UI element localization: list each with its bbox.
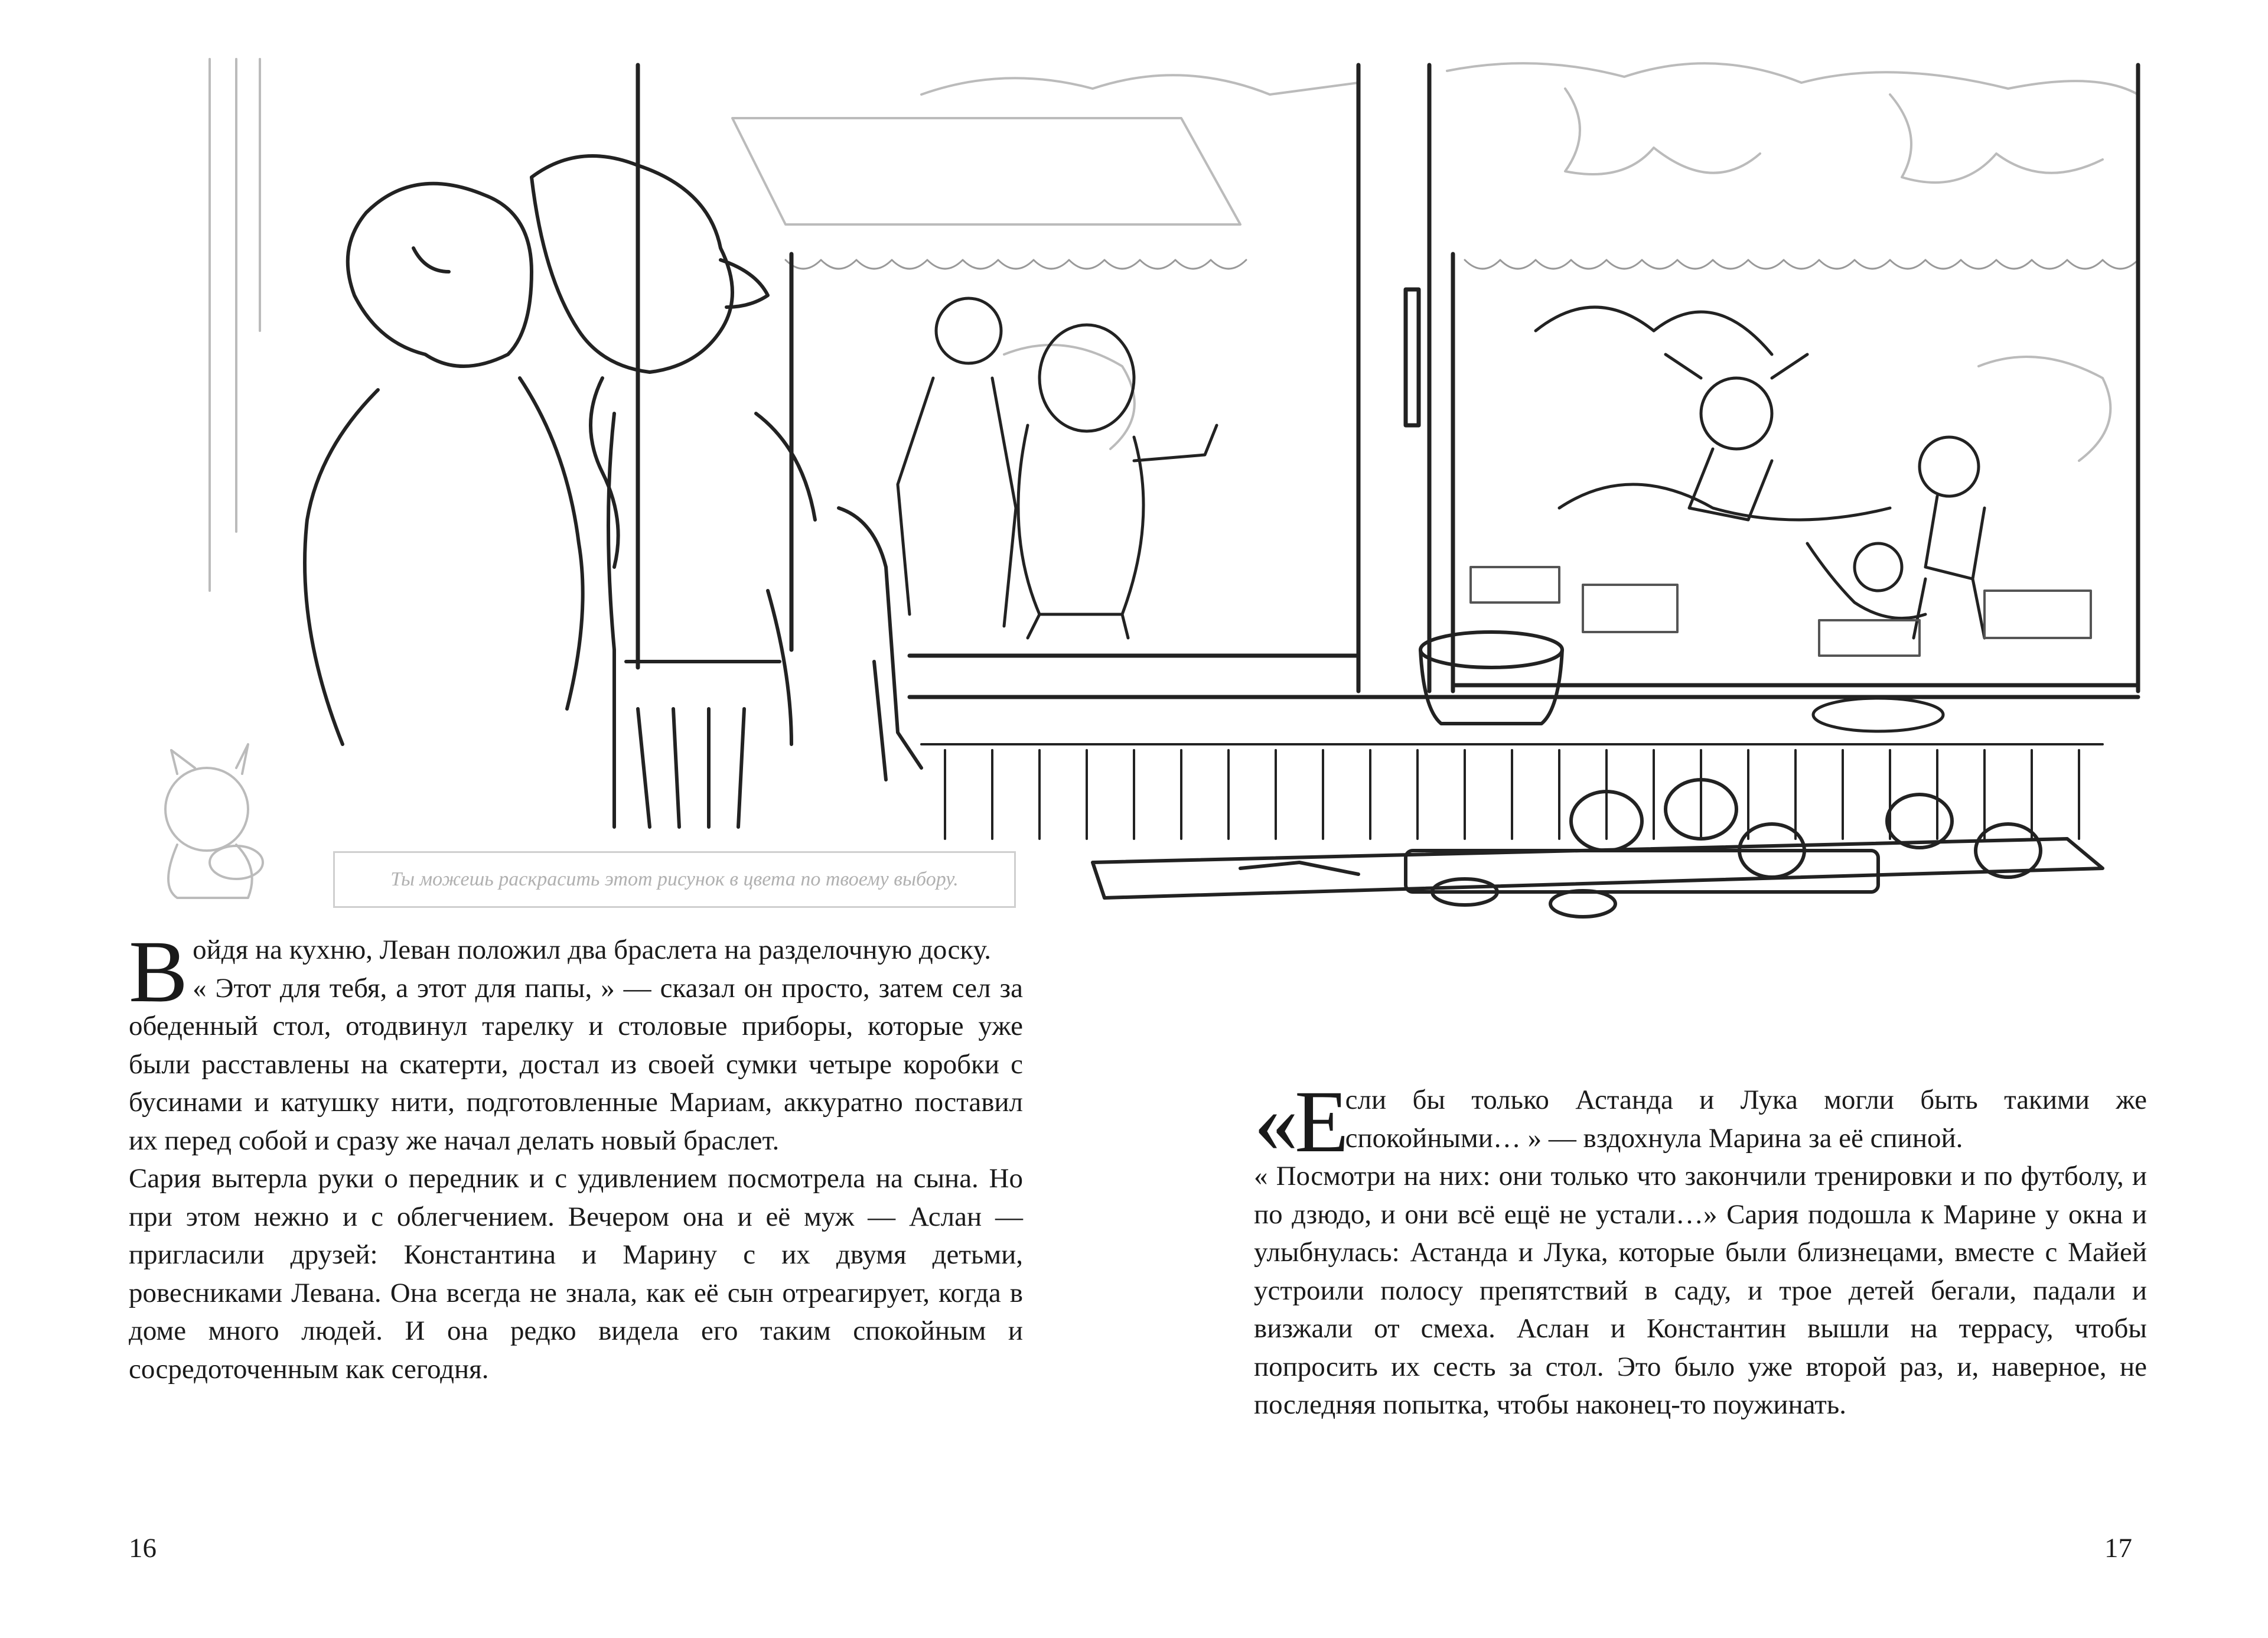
cat-painter-icon	[165, 744, 263, 898]
left-paragraph-1: « Этот для тебя, а этот для папы, » — сказал он просто, затем сел за обеденный стол, отодвинул тарелку и столовые приборы, которые уже были расставлены на скатерти, достал из своей сумки четыре коробки с бусинами и катушку нити, подготовленные Мариам, аккуратно поставил их перед собой и сразу же начал делать новый браслет.	[129, 972, 1023, 1156]
women-figures	[305, 156, 921, 827]
left-paragraph-2: Сария вытерла руки о передник и с удивлением посмотрела на сына. Но при этом нежно и с облегчением. Вечером она и её муж — Аслан — пригласили друзей: Константина и Марину с их двумя детьми, ровесниками Левана. Она всегда не знала, как её сын отреагирует, когда в доме много людей. И она редко видела его таким спокойным и сосредоточенным как сегодня.	[129, 1163, 1023, 1385]
page-number-right: 17	[2104, 1533, 2132, 1564]
left-page-text	[129, 923, 1023, 1388]
right-first-line: сли бы только Астанда и Лука могли быть такими же спокойными… » — вздохнула Марина за её спиной.	[1345, 1085, 2147, 1154]
page-number-left: 16	[129, 1533, 157, 1564]
left-first-line: ойдя на кухню, Леван положил два браслета на разделочную доску.	[193, 934, 992, 965]
lace-curtain	[786, 260, 2138, 269]
drop-cap: В	[129, 923, 188, 1021]
coloring-hint-note: Ты можешь раскрасить этот рисунок в цвета по твоему выбору.	[333, 851, 1016, 908]
children-in-garden	[1536, 307, 1984, 638]
background-scenery	[210, 59, 2138, 591]
men-figures	[898, 298, 1217, 638]
right-paragraph-1: « Посмотри на них: они только что закончили тренировки и по футболу, и по дзюдо, и они всё ещё не устали…» Сария подошла к Марине у окна и улыбнулась: Астанда и Лука, которые были близнецами, вместе с Майей устроили полосу препятствий в саду, и трое детей бегали, падали и визжали от смеха. Аслан и Константин вышли на террасу, чтобы попросить их сесть за стол. Это было уже второй раз, и, наверное, не последняя попытка, чтобы наконец-то поужинать.	[1254, 1161, 2147, 1420]
window-frame	[638, 65, 2138, 697]
radiator	[921, 744, 2103, 839]
left-first-paragraph	[129, 923, 1023, 1021]
garden-beds	[1471, 567, 2091, 656]
right-first-paragraph	[1254, 1073, 2147, 1171]
right-page-text	[1254, 1073, 2147, 1424]
drop-cap: «Е	[1254, 1073, 1345, 1171]
plate	[1813, 698, 1943, 731]
cutting-board-table	[1093, 780, 2103, 917]
mixing-bowl	[1420, 632, 1562, 724]
